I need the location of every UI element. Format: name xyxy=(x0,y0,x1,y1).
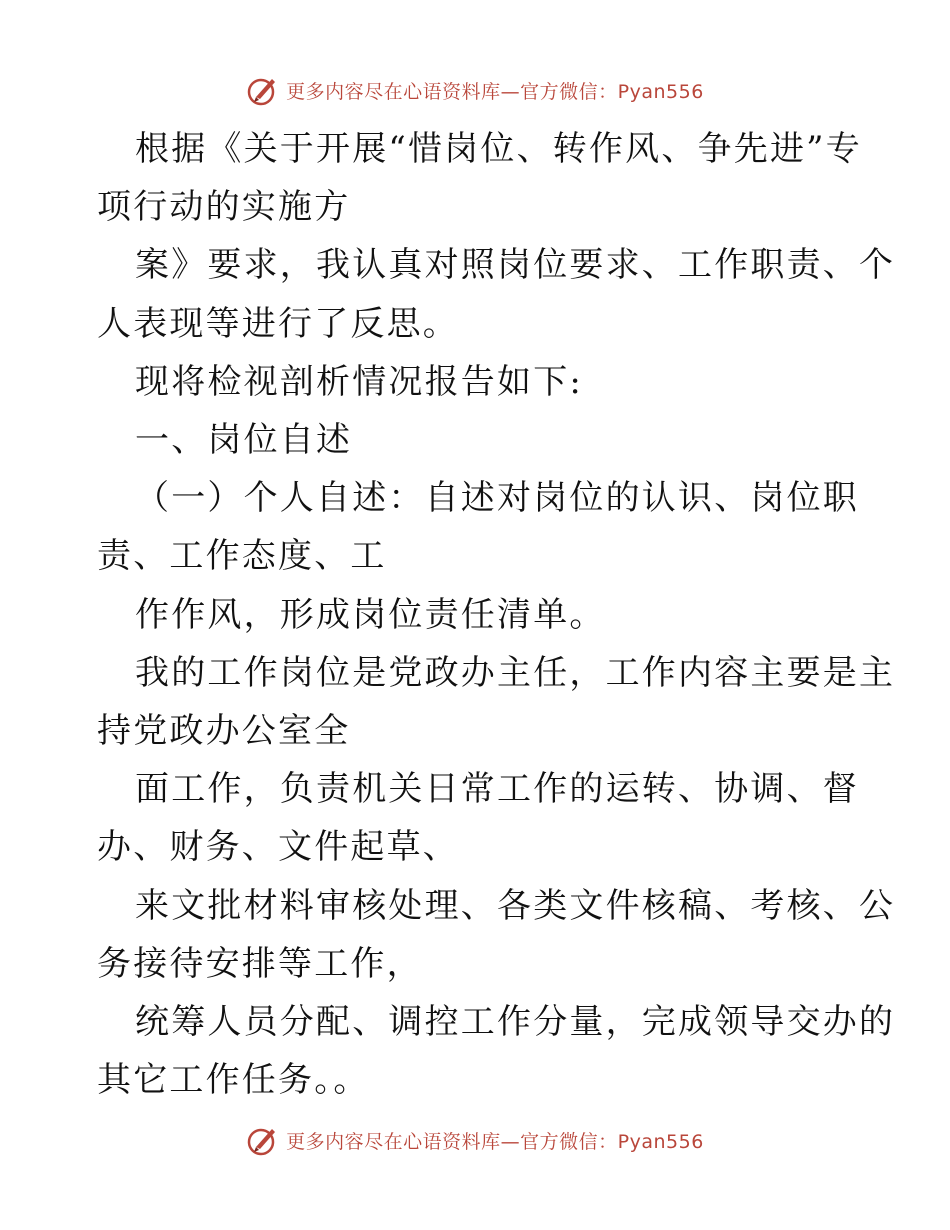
banner-text: 更多内容尽在心语资料库—官方微信：Pyan556 xyxy=(286,80,704,103)
quill-pen-icon xyxy=(246,73,280,107)
paragraph xyxy=(97,120,896,1109)
footer-banner xyxy=(0,1120,950,1160)
header-banner xyxy=(0,70,950,110)
text-line: 根据《关于开展“惜岗位、转作风、争先进”专 xyxy=(135,129,862,169)
text-line: （一）个人自述：自述对岗位的认识、岗位职 xyxy=(135,478,859,519)
text-line: 持党政办公室全 xyxy=(97,711,351,752)
banner-text: 更多内容尽在心语资料库—官方微信：Pyan556 xyxy=(286,1130,704,1153)
text-line: 项行动的实施方 xyxy=(97,187,351,228)
section-heading: 一、岗位自述 xyxy=(135,420,353,461)
text-line: 案》要求，我认真对照岗位要求、工作职责、个 xyxy=(135,245,896,286)
quill-pen-icon xyxy=(246,1123,280,1157)
text-line: 人表现等进行了反思。 xyxy=(97,303,459,344)
text-line: 其它工作任务。。 xyxy=(97,1060,370,1101)
text-line: 务接待安排等工作， xyxy=(97,943,423,984)
text-line: 责、工作态度、工 xyxy=(97,536,387,577)
text-line: 面工作，负责机关日常工作的运转、协调、督 xyxy=(135,769,859,810)
text-line: 统筹人员分配、调控工作分量，完成领导交办的 xyxy=(135,1002,896,1043)
text-line: 现将检视剖析情况报告如下: xyxy=(135,361,584,402)
text-line: 我的工作岗位是党政办主任，工作内容主要是主 xyxy=(135,652,896,693)
text-line: 来文批材料审核处理、各类文件核稿、考核、公 xyxy=(135,885,896,926)
document-body xyxy=(97,120,896,1109)
text-line: 作作风，形成岗位责任清单。 xyxy=(135,594,606,635)
text-line: 办、财务、文件起草、 xyxy=(97,827,459,868)
